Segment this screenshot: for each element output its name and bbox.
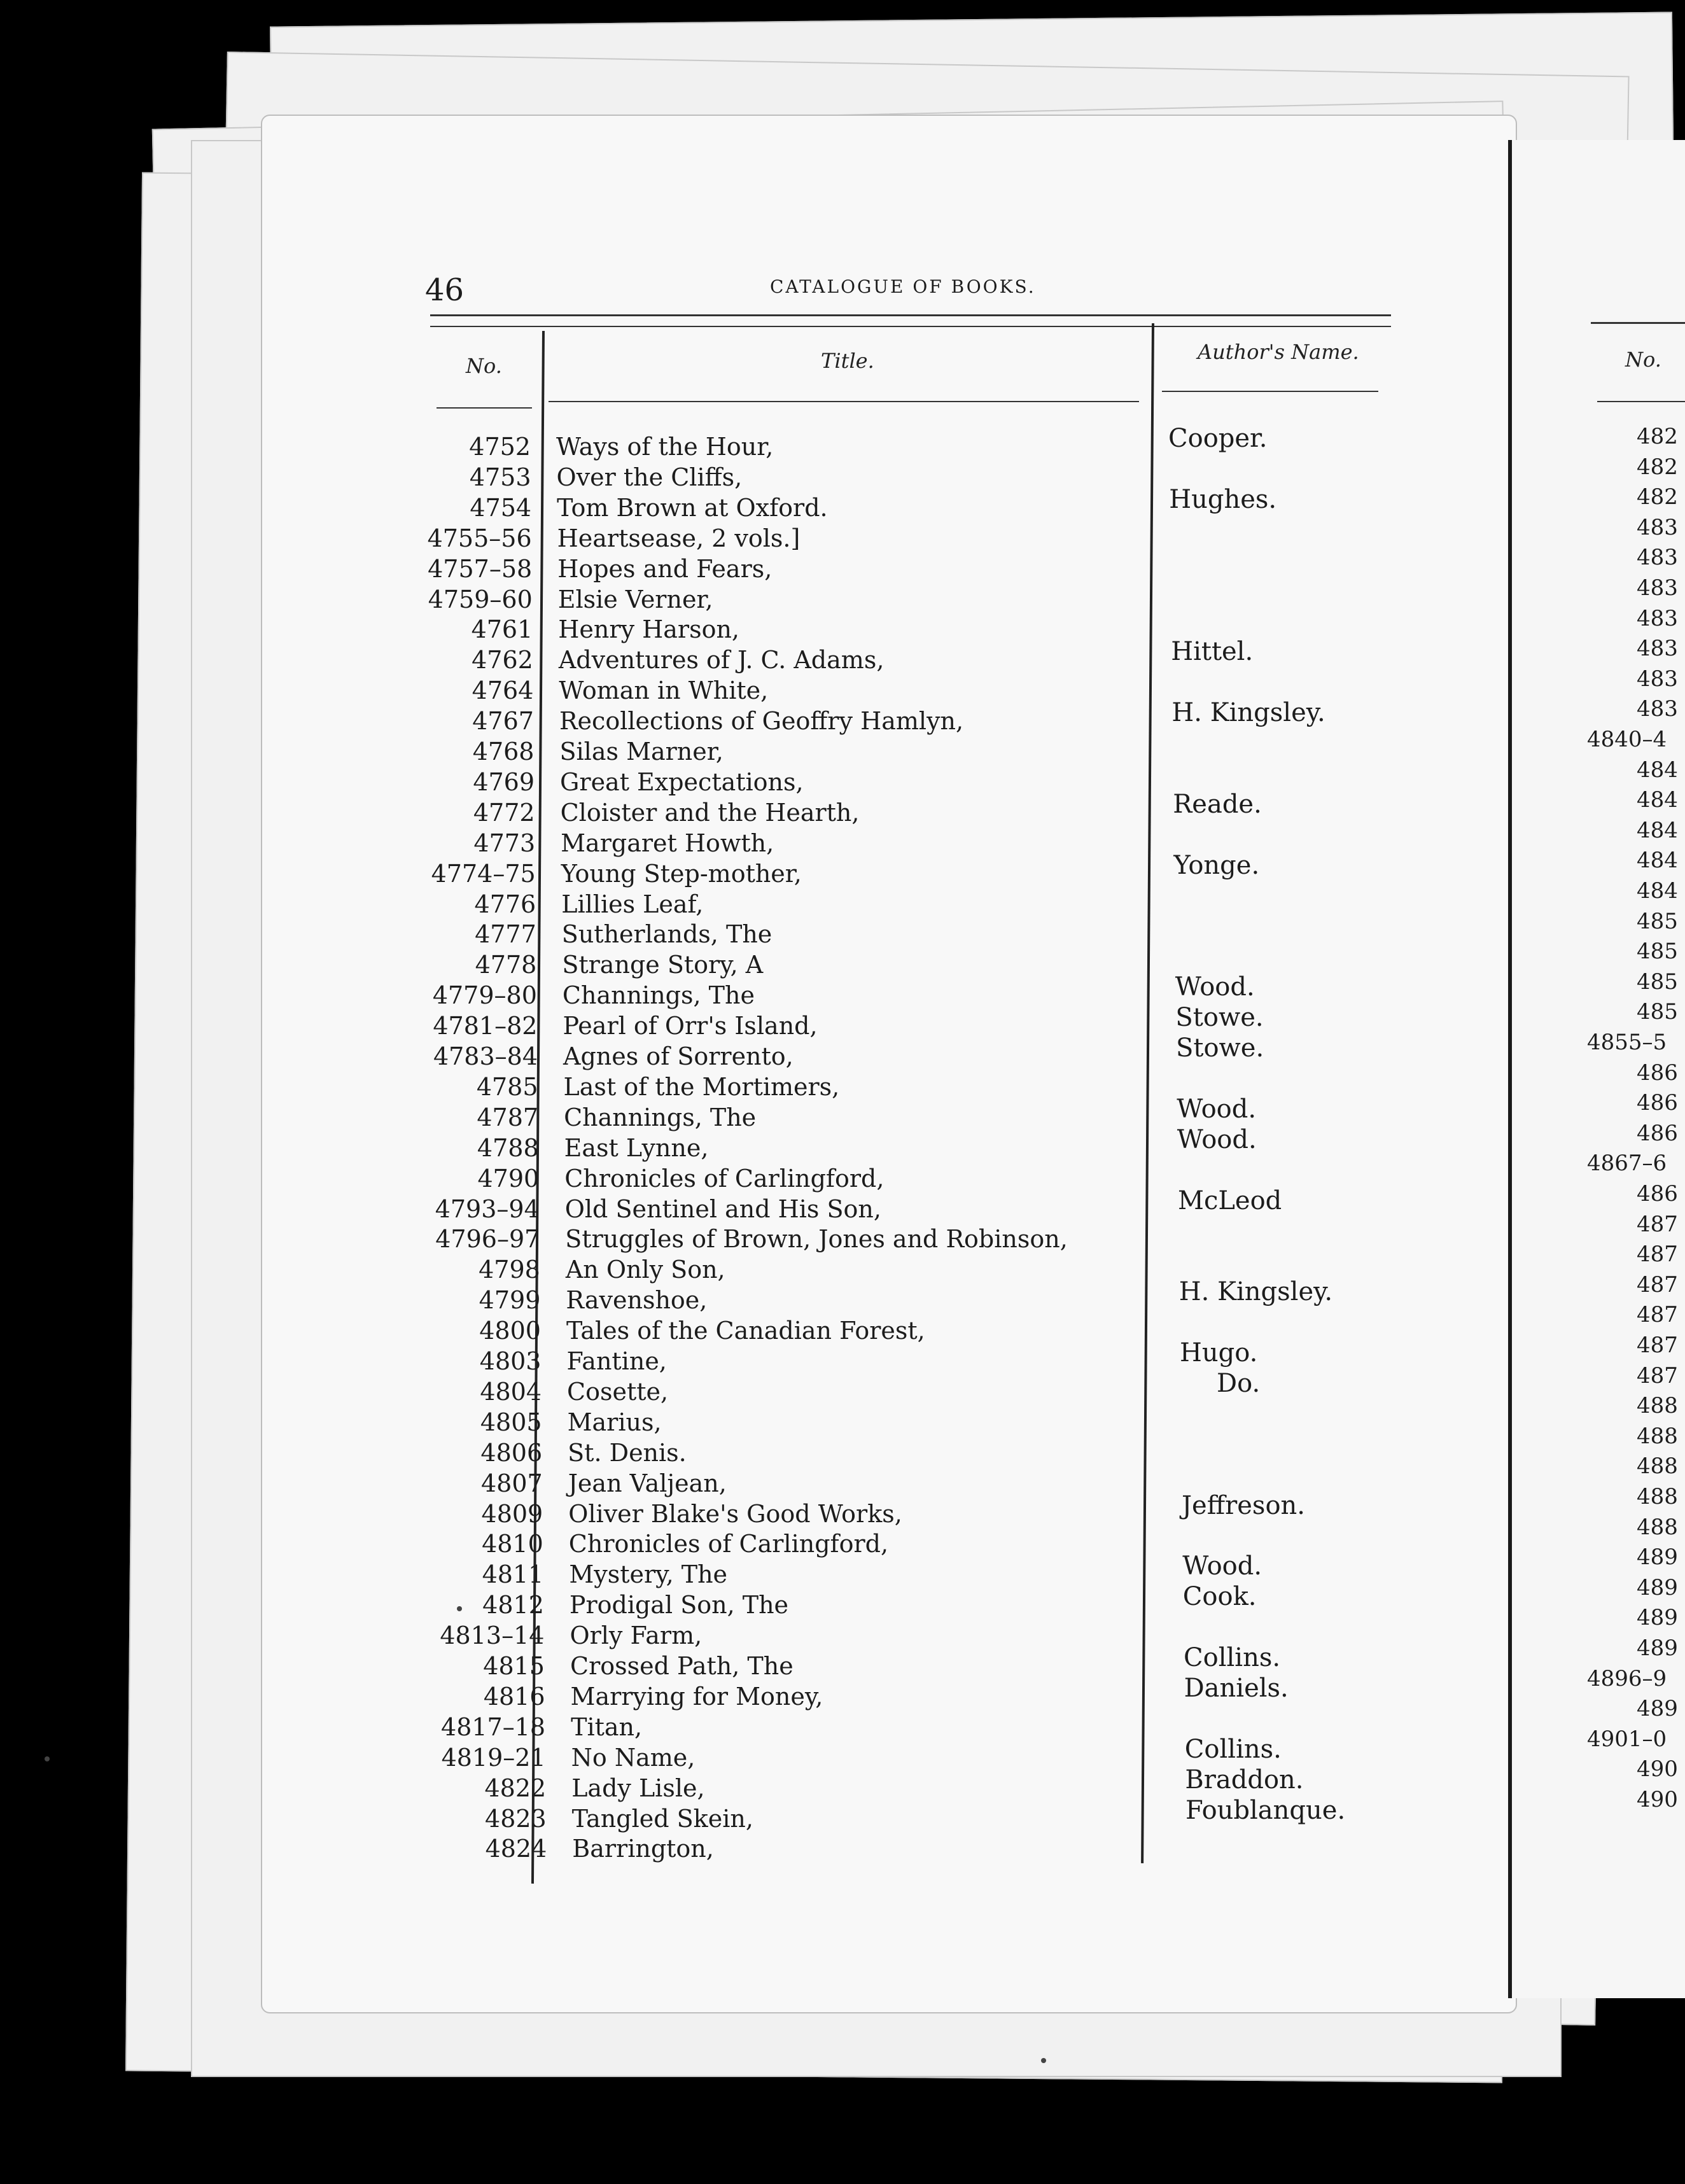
right-entry-number: 484 (1637, 817, 1678, 843)
right-header-rule (1591, 322, 1685, 324)
entry-number: 4772 (473, 798, 535, 827)
right-entry-number: 482 (1637, 484, 1678, 510)
author-name: Wood. (1175, 972, 1255, 1002)
entry-title: St. Denis. (568, 1438, 687, 1467)
column-header-no: No. (466, 354, 502, 378)
right-entry-number: 4840–4 (1587, 727, 1667, 752)
entry-number: 4774–75 (431, 859, 536, 888)
author-name: Daniels. (1184, 1673, 1289, 1703)
right-entry-number: 486 (1637, 1060, 1678, 1086)
entry-title: Recollections of Geoffry Hamlyn, (559, 707, 964, 736)
entry-title: Chronicles of Carlingford, (568, 1530, 889, 1558)
entry-number: 4819–21 (441, 1743, 546, 1772)
author-name: Reade. (1173, 789, 1262, 819)
entry-number: 4767 (472, 707, 534, 736)
right-entry-number: 4901–0 (1587, 1726, 1667, 1752)
entry-title: Woman in White, (559, 676, 769, 705)
entry-title: Young Step-mother, (561, 859, 802, 888)
entry-number: 4823 (485, 1804, 547, 1833)
right-entry-number: 483 (1637, 636, 1678, 662)
header-rule (430, 314, 1391, 316)
entry-title: Heartsease, 2 vols.] (557, 524, 801, 552)
header-rule (430, 326, 1391, 327)
entry-number: 4804 (480, 1377, 542, 1406)
entry-title: Crossed Path, The (570, 1652, 794, 1680)
entry-number: 4777 (475, 920, 536, 949)
right-entry-number: 485 (1637, 908, 1678, 934)
entry-number: 4805 (480, 1408, 542, 1436)
entry-title: Hopes and Fears, (557, 554, 773, 583)
entry-number: 4761 (471, 615, 533, 644)
entry-number: 4769 (473, 767, 535, 796)
right-entry-number: 486 (1637, 1181, 1678, 1207)
column-header-rule (1162, 391, 1378, 392)
entry-number: 4752 (469, 433, 531, 461)
right-entry-number: 483 (1637, 666, 1678, 692)
author-name: Wood. (1177, 1094, 1257, 1124)
author-name: Do. (1217, 1368, 1261, 1398)
running-head: CATALOGUE OF BOOKS. (770, 276, 1036, 297)
entry-title: Margaret Howth, (561, 829, 774, 857)
entry-number: 4768 (472, 738, 535, 766)
entry-title: Marius, (567, 1408, 662, 1436)
right-entry-number: 485 (1637, 999, 1678, 1025)
right-entry-number: 486 (1637, 1120, 1678, 1146)
entry-title: Old Sentinel and His Son, (564, 1194, 881, 1223)
entry-number: 4787 (477, 1103, 539, 1131)
right-entry-number: 482 (1637, 424, 1678, 449)
entry-title: Henry Harson, (558, 615, 739, 644)
column-header-rule (437, 407, 532, 409)
right-entry-number: 490 (1637, 1787, 1678, 1812)
right-entry-number: 484 (1637, 878, 1678, 904)
entry-title: Marrying for Money, (570, 1682, 823, 1711)
author-name: Wood. (1177, 1124, 1257, 1154)
author-name: Cook. (1182, 1582, 1257, 1612)
right-entry-number: 487 (1637, 1302, 1678, 1328)
entry-number: 4788 (477, 1133, 539, 1162)
entry-title: Ways of the Hour, (556, 433, 774, 461)
entry-title: Pearl of Orr's Island, (563, 1012, 818, 1040)
entry-title: Adventures of J. C. Adams, (558, 646, 884, 675)
right-entry-number: 487 (1637, 1333, 1678, 1358)
entry-number: 4809 (481, 1499, 543, 1528)
right-entry-number: 488 (1637, 1514, 1678, 1540)
entry-title: Chronicles of Carlingford, (564, 1164, 884, 1193)
author-name: McLeod (1178, 1186, 1282, 1215)
entry-title: Lady Lisle, (571, 1774, 705, 1802)
entry-title: Jean Valjean, (568, 1469, 727, 1497)
entry-number: 4816 (483, 1682, 545, 1711)
right-entry-number: 483 (1637, 605, 1678, 631)
right-entry-number: 486 (1637, 1090, 1678, 1116)
entry-number: 4776 (474, 890, 536, 918)
entry-title: Prodigal Son, The (569, 1591, 789, 1620)
entry-title: Lillies Leaf, (561, 890, 704, 918)
author-name: Jeffreson. (1182, 1490, 1306, 1520)
right-entry-number: 482 (1637, 454, 1678, 480)
entry-title: Struggles of Brown, Jones and Robinson, (565, 1225, 1068, 1254)
ink-speck (45, 1756, 50, 1761)
right-entry-number: 483 (1637, 575, 1678, 601)
author-name: Foublanque. (1185, 1795, 1346, 1825)
page-number: 46 (425, 272, 465, 308)
column-header-title: Title. (821, 349, 874, 373)
entry-number: 4793–94 (435, 1194, 540, 1223)
entry-number: 4785 (476, 1072, 538, 1101)
right-entry-number: 488 (1637, 1453, 1678, 1480)
entry-number: 4822 (484, 1774, 547, 1802)
right-entry-number: 4855–5 (1587, 1030, 1667, 1055)
right-entry-number: 489 (1637, 1605, 1678, 1631)
entry-title: Agnes of Sorrento, (563, 1042, 794, 1070)
right-entry-number: 487 (1637, 1211, 1678, 1237)
entry-title: Ravenshoe, (566, 1286, 708, 1315)
entry-number: 4813–14 (440, 1621, 545, 1650)
entry-title: No Name, (571, 1743, 696, 1772)
entry-number: 4824 (485, 1835, 547, 1863)
entry-title: Strange Story, A (562, 951, 764, 979)
entry-number: 4799 (479, 1286, 541, 1315)
author-name: H. Kingsley. (1178, 1277, 1333, 1307)
right-entry-number: 487 (1637, 1362, 1678, 1389)
entry-number: 4779–80 (432, 981, 537, 1010)
entry-number: 4796–97 (435, 1225, 540, 1254)
author-name: Wood. (1182, 1551, 1262, 1581)
entry-title: Tangled Skein, (571, 1804, 753, 1833)
author-name: Cooper. (1168, 424, 1268, 453)
entry-title: Silas Marner, (559, 738, 724, 766)
entry-number: 4755–56 (427, 524, 532, 552)
entry-number: 4812 (482, 1591, 544, 1620)
entry-number: 4778 (475, 951, 537, 979)
entry-number: 4781–82 (433, 1012, 538, 1040)
author-name: Yonge. (1173, 850, 1260, 880)
right-entry-number: 483 (1637, 545, 1678, 571)
ink-speck (457, 1606, 462, 1611)
author-name: Stowe. (1175, 1003, 1264, 1033)
right-entry-number: 4867–6 (1587, 1151, 1667, 1177)
right-entry-number: 487 (1637, 1271, 1678, 1298)
right-entry-number: 485 (1637, 969, 1678, 995)
entry-title: Oliver Blake's Good Works, (568, 1499, 902, 1528)
right-entry-number: 484 (1637, 787, 1678, 813)
entry-title: Fantine, (566, 1347, 667, 1375)
author-name: H. Kingsley. (1171, 698, 1325, 728)
column-header-author: Author's Name. (1198, 340, 1359, 364)
entry-title: Last of the Mortimers, (563, 1072, 840, 1101)
entry-number: 4773 (473, 829, 536, 857)
entry-number: 4807 (480, 1469, 543, 1497)
entry-title: Orly Farm, (570, 1621, 703, 1650)
entry-title: Cosette, (567, 1377, 669, 1406)
entry-title: Channings, The (562, 981, 755, 1010)
right-entry-number: 489 (1637, 1574, 1678, 1600)
right-entry-number: 489 (1637, 1635, 1678, 1661)
right-entry-number: 485 (1637, 939, 1678, 965)
entry-title: Over the Cliffs, (556, 463, 743, 491)
right-entry-number: 484 (1637, 757, 1678, 783)
entry-title: Tom Brown at Oxford. (557, 493, 828, 522)
right-entry-number: 489 (1637, 1696, 1678, 1722)
right-entry-number: 487 (1637, 1242, 1678, 1268)
right-entry-number: 489 (1637, 1544, 1678, 1571)
author-name: Stowe. (1176, 1033, 1264, 1063)
author-name: Hughes. (1169, 484, 1277, 514)
entry-number: 4764 (472, 676, 534, 705)
entry-title: East Lynne, (564, 1133, 709, 1162)
entry-number: 4757–58 (428, 554, 533, 583)
author-name: Collins. (1184, 1643, 1281, 1672)
entry-title: Tales of the Canadian Forest, (566, 1317, 925, 1345)
right-entry-number: 488 (1637, 1423, 1678, 1449)
right-entry-number: 490 (1637, 1756, 1678, 1782)
right-entry-number: 483 (1637, 696, 1678, 722)
entry-number: 4762 (472, 646, 533, 675)
entry-number: 4810 (482, 1530, 543, 1558)
author-name: Hittel. (1171, 637, 1254, 667)
entry-number: 4790 (477, 1164, 540, 1193)
ink-speck (1041, 2058, 1046, 2063)
entry-title: Barrington, (572, 1835, 714, 1863)
right-entry-number: 484 (1637, 848, 1678, 874)
right-entry-number: 483 (1637, 514, 1678, 540)
entry-number: 4798 (479, 1256, 540, 1284)
entry-title: Sutherlands, The (561, 920, 773, 949)
author-name: Hugo. (1180, 1338, 1258, 1368)
entry-title: An Only Son, (565, 1256, 725, 1284)
entry-number: 4806 (480, 1438, 543, 1467)
entry-number: 4815 (483, 1652, 545, 1680)
entry-number: 4783–84 (433, 1042, 538, 1070)
author-name: Collins. (1184, 1734, 1282, 1764)
column-header-rule (549, 401, 1139, 402)
right-column-header-no: No. (1625, 347, 1661, 372)
right-entry-number: 4896–9 (1587, 1665, 1667, 1691)
entry-number: 4759–60 (428, 585, 533, 613)
right-entry-number: 488 (1637, 1393, 1678, 1419)
right-header-rule (1597, 401, 1685, 402)
entry-number: 4800 (479, 1317, 541, 1345)
entry-title: Cloister and the Hearth, (560, 798, 860, 827)
entry-number: 4817–18 (441, 1712, 546, 1741)
entry-number: 4753 (469, 463, 531, 491)
entry-title: Great Expectations, (560, 767, 804, 796)
entry-number: 4754 (470, 493, 532, 522)
right-entry-number: 488 (1637, 1484, 1678, 1509)
entry-title: Titan, (571, 1712, 643, 1741)
entry-number: 4811 (482, 1560, 544, 1589)
entry-title: Mystery, The (569, 1560, 728, 1589)
entry-title: Channings, The (564, 1103, 757, 1131)
entry-title: Elsie Verner, (557, 585, 713, 613)
entry-number: 4803 (479, 1347, 542, 1375)
author-name: Braddon. (1185, 1765, 1304, 1795)
